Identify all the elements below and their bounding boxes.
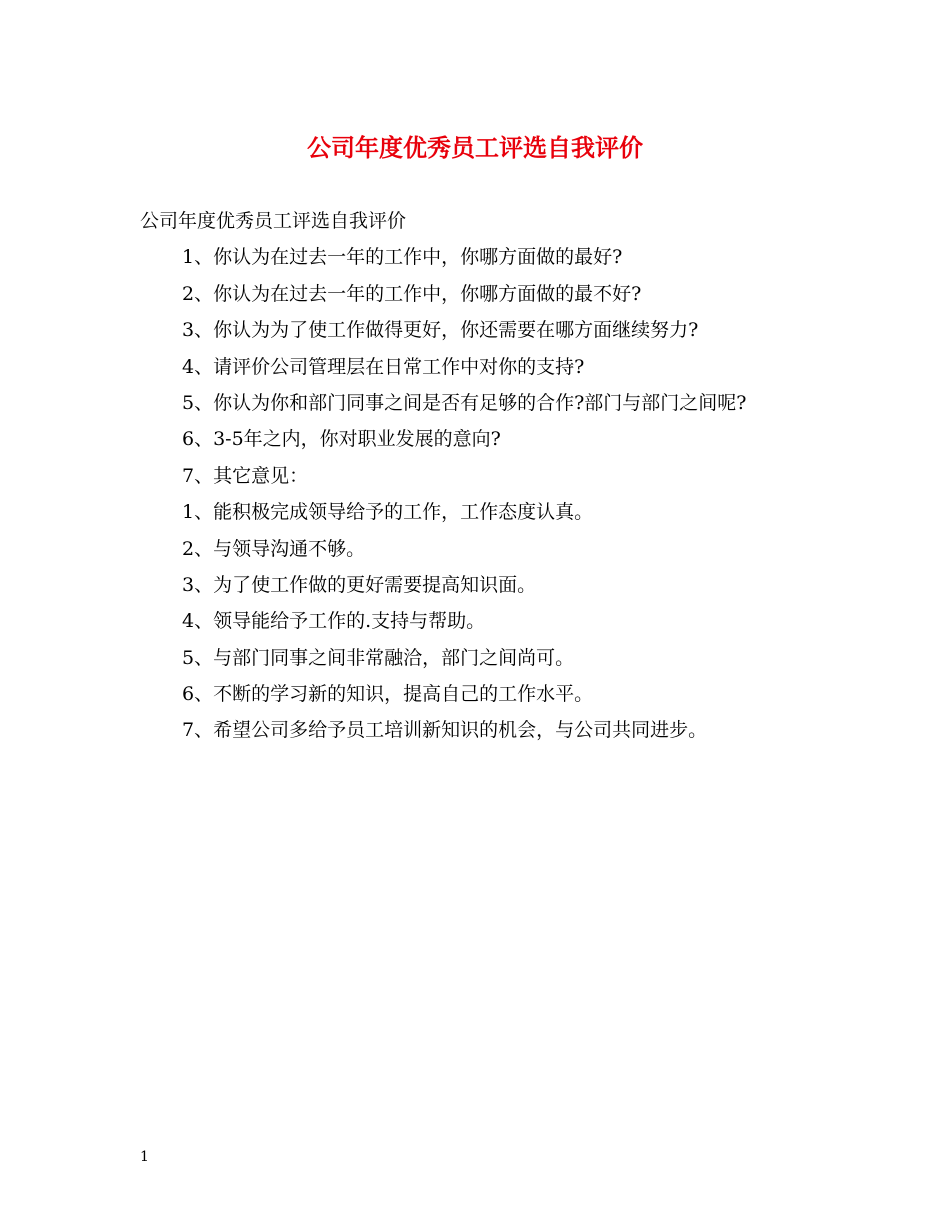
question-4: 4、请评价公司管理层在日常工作中对你的支持? [182,355,585,378]
document-title: 公司年度优秀员工评选自我评价 [307,133,643,162]
page-number: 1 [140,1149,149,1165]
answer-6: 6、不断的学习新的知识，提高自己的工作水平。 [182,683,594,706]
question-2: 2、你认为在过去一年的工作中，你哪方面做的最不好? [182,282,642,305]
answer-1: 1、能积极完成领导给予的工作，工作态度认真。 [182,501,594,524]
question-3: 3、你认为为了使工作做得更好，你还需要在哪方面继续努力? [182,319,699,342]
answer-5: 5、与部门同事之间非常融洽，部门之间尚可。 [182,646,575,669]
answer-4: 4、领导能给予工作的.支持与帮助。 [182,610,486,633]
intro-line: 公司年度优秀员工评选自我评价 [140,210,407,232]
question-1: 1、你认为在过去一年的工作中，你哪方面做的最好? [182,246,623,269]
document-body [140,203,840,749]
answer-2: 2、与领导沟通不够。 [182,537,366,560]
question-7: 7、其它意见： [182,464,309,487]
answer-3: 3、为了使工作做的更好需要提高知识面。 [182,573,537,596]
question-5: 5、你认为你和部门同事之间是否有足够的合作?部门与部门之间呢? [182,391,747,414]
question-6: 6、3-5年之内，你对职业发展的意向? [182,428,501,451]
answer-7: 7、希望公司多给予员工培训新知识的机会，与公司共同进步。 [182,719,708,742]
